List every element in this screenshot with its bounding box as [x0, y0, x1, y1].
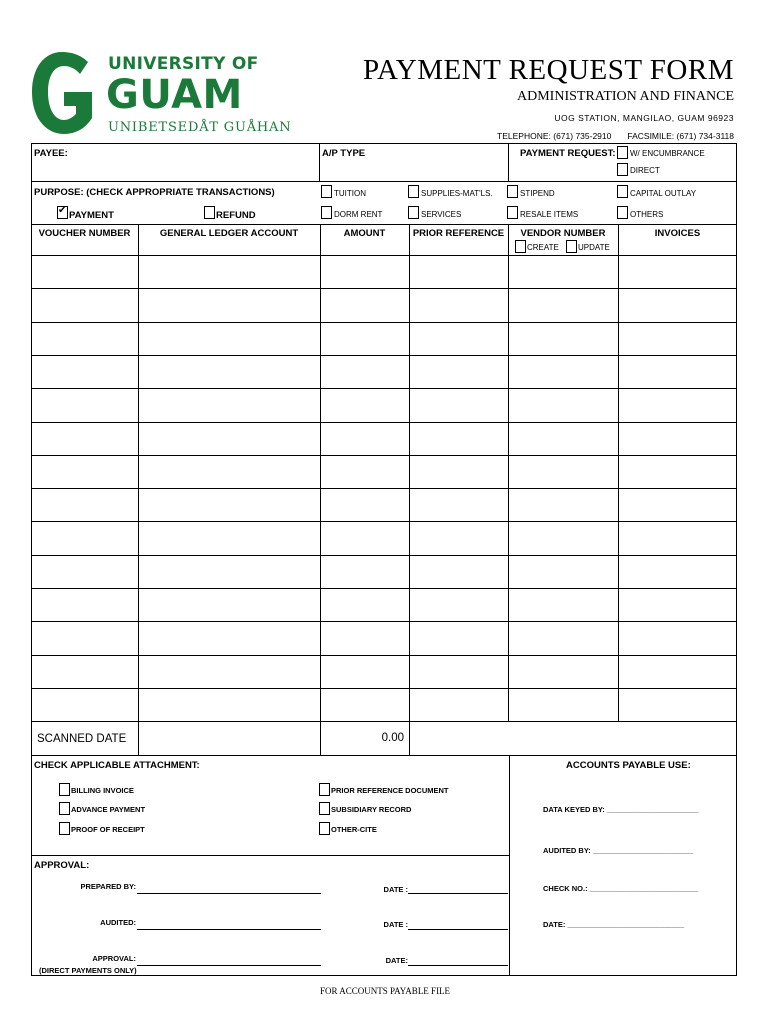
- ap-date[interactable]: DATE: ____________________________: [543, 920, 685, 929]
- prepared-date-line[interactable]: [408, 893, 508, 894]
- prior-reference-document-checkbox[interactable]: [319, 783, 330, 796]
- divider: [31, 255, 737, 256]
- table-column-divider: [508, 224, 509, 721]
- tuition-checkbox[interactable]: [321, 185, 332, 198]
- ap-type-label: A/P TYPE: [322, 148, 366, 159]
- ap-use-label: ACCOUNTS PAYABLE USE:: [566, 760, 691, 771]
- col-prior-reference: PRIOR REFERENCE: [412, 228, 505, 239]
- proof-of-receipt-checkbox[interactable]: [59, 822, 70, 835]
- w-encumbrance-label: W/ ENCUMBRANCE: [630, 149, 705, 158]
- table-row[interactable]: [31, 388, 737, 389]
- table-row[interactable]: [31, 688, 737, 689]
- telephone: TELEPHONE: (671) 735-2910: [497, 131, 612, 141]
- payee-label: PAYEE:: [34, 148, 68, 159]
- others-label: OTHERS: [630, 210, 664, 219]
- table-row[interactable]: [31, 621, 737, 622]
- address: UOG STATION, MANGILAO, GUAM 96923: [554, 113, 734, 123]
- purpose-label: PURPOSE: (CHECK APPROPRIATE TRANSACTIONS): [34, 187, 275, 198]
- subsidiary-record-checkbox[interactable]: [319, 802, 330, 815]
- footer-note: FOR ACCOUNTS PAYABLE FILE: [319, 986, 451, 996]
- audited-by[interactable]: AUDITED BY: ________________________: [543, 846, 693, 855]
- scanned-date-label: SCANNED DATE: [37, 733, 127, 745]
- divider: [509, 755, 510, 976]
- facsimile: FACSIMILE: (671) 734-3118: [627, 131, 734, 141]
- divider: [319, 143, 320, 181]
- department: ADMINISTRATION AND FINANCE: [517, 89, 734, 104]
- advance-payment-label: ADVANCE PAYMENT: [71, 805, 146, 814]
- vendor-update-checkbox[interactable]: [566, 240, 577, 253]
- col-amount: AMOUNT: [343, 228, 386, 239]
- audited-label: AUDITED:: [100, 918, 136, 927]
- refund-checkbox[interactable]: [204, 206, 215, 219]
- resale-items-checkbox[interactable]: [507, 206, 518, 219]
- payment-request-label: PAYMENT REQUEST:: [520, 148, 616, 159]
- direct-label: DIRECT: [630, 166, 660, 175]
- billing-invoice-checkbox[interactable]: [59, 783, 70, 796]
- advance-payment-checkbox[interactable]: [59, 802, 70, 815]
- approval-signature-line[interactable]: [137, 965, 321, 966]
- table-row[interactable]: [31, 521, 737, 522]
- amount-total: 0.00: [381, 732, 404, 744]
- audited-date-line[interactable]: [408, 929, 508, 930]
- prepared-date-label: DATE :: [383, 885, 408, 894]
- approval-label: APPROVAL:: [34, 860, 90, 871]
- subsidiary-record-label: SUBSIDIARY RECORD: [331, 805, 412, 814]
- page-title: PAYMENT REQUEST FORM: [363, 54, 734, 86]
- capital-outlay-checkbox[interactable]: [617, 185, 628, 198]
- phone-line: [497, 131, 734, 141]
- table-column-divider: [618, 224, 619, 721]
- w-encumbrance-checkbox[interactable]: [617, 146, 628, 159]
- prepared-by-signature-line[interactable]: [137, 893, 321, 894]
- audited-date-label: DATE :: [383, 920, 408, 929]
- stipend-label: STIPEND: [520, 189, 555, 198]
- other-cite-checkbox[interactable]: [319, 822, 330, 835]
- logo-university-of: UNIVERSITY OF: [108, 54, 259, 74]
- audited-signature-line[interactable]: [137, 929, 321, 930]
- table-row[interactable]: [31, 588, 737, 589]
- approval-signature-label: APPROVAL:: [92, 954, 136, 963]
- approval-date-label: DATE:: [385, 956, 408, 965]
- table-row[interactable]: [31, 655, 737, 656]
- divider: [31, 755, 737, 756]
- data-keyed-by[interactable]: DATA KEYED BY: ______________________: [543, 805, 699, 814]
- table-row[interactable]: [31, 355, 737, 356]
- prior-reference-document-label: PRIOR REFERENCE DOCUMENT: [331, 786, 449, 795]
- services-checkbox[interactable]: [408, 206, 419, 219]
- table-column-divider: [138, 224, 139, 755]
- table-row[interactable]: [31, 555, 737, 556]
- col-invoices: INVOICES: [654, 228, 701, 239]
- proof-of-receipt-label: PROOF OF RECEIPT: [71, 825, 145, 834]
- divider: [31, 181, 737, 182]
- logo-guam: GUAM: [106, 72, 243, 118]
- dorm-rent-checkbox[interactable]: [321, 206, 332, 219]
- tuition-label: TUITION: [334, 189, 366, 198]
- stipend-checkbox[interactable]: [507, 185, 518, 198]
- supplies-label: SUPPLIES-MAT'LS.: [421, 189, 493, 198]
- col-vendor-number: VENDOR NUMBER: [520, 228, 606, 239]
- attachment-label: CHECK APPLICABLE ATTACHMENT:: [34, 760, 200, 771]
- table-row[interactable]: [31, 721, 737, 722]
- table-row[interactable]: [31, 288, 737, 289]
- payment-checkbox[interactable]: [57, 206, 68, 219]
- divider: [31, 855, 509, 856]
- prepared-by-label: PREPARED BY:: [80, 882, 136, 891]
- other-cite-label: OTHER-CITE: [331, 825, 377, 834]
- col-voucher-number: VOUCHER NUMBER: [38, 228, 131, 239]
- direct-checkbox[interactable]: [617, 163, 628, 176]
- table-row[interactable]: [31, 488, 737, 489]
- table-column-divider: [320, 224, 321, 755]
- approval-date-line[interactable]: [408, 965, 508, 966]
- capital-outlay-label: CAPITAL OUTLAY: [630, 189, 697, 198]
- university-logo-g: [30, 50, 100, 136]
- logo-chamorro-name: UNIBETSEDÅT GUÅHAN: [108, 120, 292, 135]
- dorm-rent-label: DORM RENT: [334, 210, 383, 219]
- billing-invoice-label: BILLING INVOICE: [71, 786, 134, 795]
- direct-payments-only-label: (DIRECT PAYMENTS ONLY): [39, 966, 137, 975]
- table-row[interactable]: [31, 322, 737, 323]
- resale-items-label: RESALE ITEMS: [520, 210, 579, 219]
- vendor-create-label: CREATE: [527, 243, 559, 252]
- vendor-create-checkbox[interactable]: [515, 240, 526, 253]
- divider: [508, 143, 509, 181]
- refund-label: REFUND: [216, 210, 256, 221]
- vendor-update-label: UPDATE: [578, 243, 610, 252]
- divider: [31, 224, 737, 225]
- table-row[interactable]: [31, 422, 737, 423]
- services-label: SERVICES: [421, 210, 462, 219]
- check-no[interactable]: CHECK NO.: __________________________: [543, 884, 699, 893]
- payment-label: PAYMENT: [69, 210, 114, 221]
- col-general-ledger-account: GENERAL LEDGER ACCOUNT: [159, 228, 299, 239]
- table-row[interactable]: [31, 455, 737, 456]
- others-checkbox[interactable]: [617, 206, 628, 219]
- supplies-checkbox[interactable]: [408, 185, 419, 198]
- table-column-divider: [409, 224, 410, 755]
